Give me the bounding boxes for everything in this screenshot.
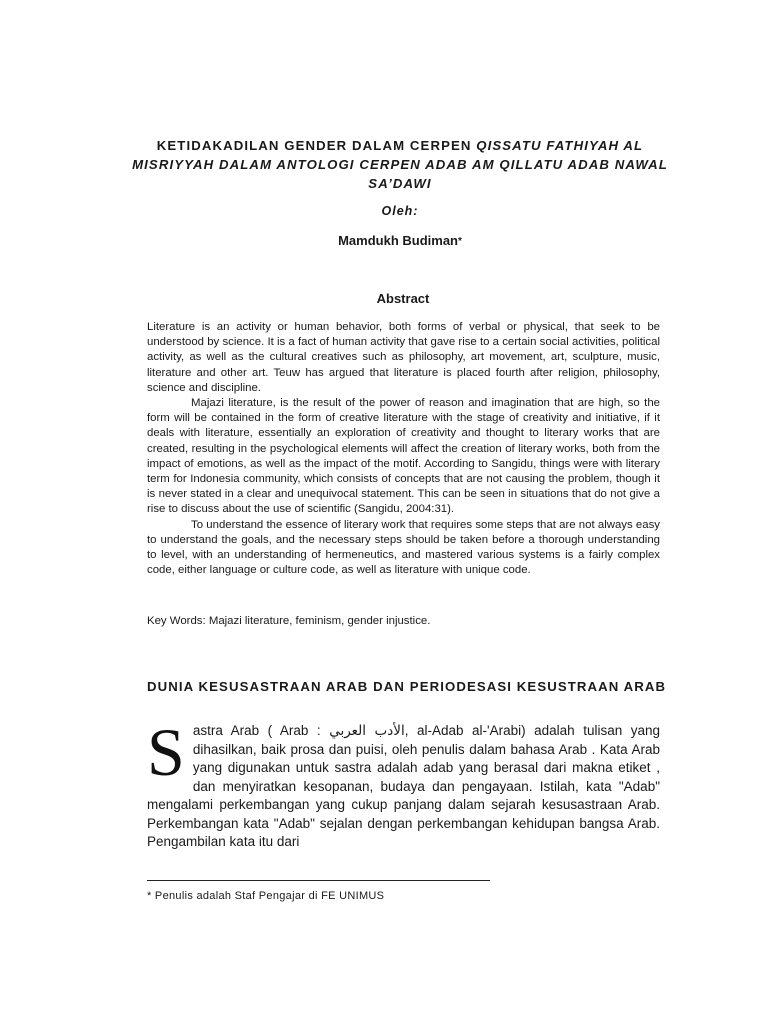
abstract-paragraph: To understand the essence of literary work that requires some steps that are not always easy to understand the goals, and the necessary steps should be taken before a thorough understanding to level, with an understanding of hermeneutics, and mastered various systems is a fairly complex code, either language or culture code, as well as literature with unique code. [147, 518, 660, 577]
footnote: * Penulis adalah Staf Pengajar di FE UNIMUS [147, 890, 385, 902]
abstract-paragraph: Literature is an activity or human behavior, both forms of verbal or physical, that seek to be understood by science. It is a fact of human activity that gave rise to a certain social activities, political activity, as well as the cultural creatives such as philosophy, art movement, art, sculpture, music, literature and other art. Teuw has argued that literature is placed fourth after religion, philosophy, science and discipline. [147, 321, 660, 394]
drop-cap: S [147, 714, 185, 790]
arabic-term: الأدب العربي [329, 723, 405, 738]
author-name: Mamdukh Budiman [338, 233, 458, 248]
title-italic: QISSATU FATHIYAH AL MISRIYYAH DALAM ANTOLOGI CERPEN ADAB AM QILLATU ADAB NAWAL SA’DAWI [132, 138, 668, 191]
footnote-divider [147, 880, 490, 881]
body-rest: , al-Adab al-'Arabi) adalah tulisan yang dihasilkan, baik prosa dan puisi, oleh penulis dalam bahasa Arab . Kata Arab yang digunakan untuk sastra adalah adab yang berasal dari makna etiket , dan menyiratkan kesopanan, budaya dan pengayaan. Istilah, kata "Adab" mengalami perkembangan yang cukup panjang dalam sejarah kesusastraan Arab. Perkembangan kata "Adab" sejalan dengan perkembangan kehidupan bangsa Arab. Pengambilan kata itu dari [147, 723, 661, 849]
byline-label: Oleh: [381, 204, 419, 218]
section-heading: DUNIA KESUSASTRAAN ARAB DAN PERIODESASI KESUSTRAAN ARAB [147, 679, 667, 694]
body-lead: astra Arab ( Arab : [192, 723, 330, 738]
section-body [147, 714, 661, 852]
abstract-body [147, 320, 660, 578]
abstract-heading: Abstract [376, 291, 430, 306]
keywords: Key Words: Majazi literature, feminism, gender injustice. [147, 615, 431, 627]
paper-title [130, 136, 670, 193]
abstract-paragraph: Majazi literature, is the result of the power of reason and imagination that are high, so the form will be contained in the form of creative literature with the stage of creativity and initiative, if it deals with literature, essentially an exploration of creativity and thought to literary works that are created, resulting in the psychological elements will affect the creation of literary works, both from the impact of emotions, as well as the impact of the motif. According to Sangidu, things were with literary term for Indonesia community, which consists of concepts that are not causing the problem, though it is never stated in a clear and unequivocal statement. This can be seen in situations that do not give a rise to discuss about the use of scientific (Sangidu, 2004:31). [147, 397, 660, 516]
author-footnote-mark: * [458, 236, 462, 247]
title-main: KETIDAKADILAN GENDER DALAM CERPEN [156, 138, 477, 153]
author-line [0, 233, 768, 248]
